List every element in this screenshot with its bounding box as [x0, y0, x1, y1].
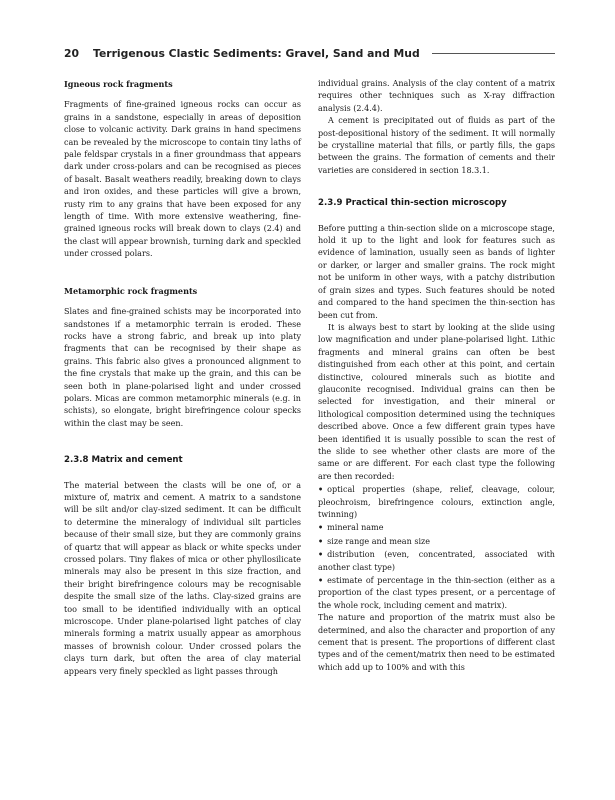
metamorphic-heading: Metamorphic rock fragments: [64, 285, 198, 296]
igneous-paragraph: Fragments of fine-grained igneous rocks can occur as grains in a sandstone, especially in areas of deposition close to volcanic activity. Dark grains in hand specimens can be revealed by the microscope to contain tiny laths of pale feldspar crystals in a finer groundmass that appears dark under cross-polars and can be recognised as pieces of basalt. Basalt weathers readily, breaking down to clays and iron oxides, and these particles will give a brown, rusty rim to any grains that have been exposed for any length of time. With more extensive weathering, fine-grained igneous rocks will break down to clays (2.4) and the clast will appear brownish, turning dark and speckled under crossed polars.: [64, 100, 301, 259]
list-item: • distribution (even, concentrated, associated with another clast type): [318, 548, 555, 574]
header-rule: [432, 53, 555, 54]
matrix-section-heading: 2.3.8 Matrix and cement: [64, 455, 183, 466]
igneous-heading: Igneous rock fragments: [64, 79, 173, 89]
matrix-paragraph-continued: individual grains. Analysis of the clay content of a matrix requires other techniques such as X-ray diffraction analysis (2.4.4).: [318, 79, 555, 113]
microscopy-section-heading: 2.3.9 Practical thin-section microscopy: [318, 198, 507, 209]
list-item: • optical properties (shape, relief, cleavage, colour, pleochroism, birefringence colours, extinction angle, twinning): [318, 483, 555, 521]
list-item: • estimate of percentage in the thin-section (either as a proportion of the clast types present, or a percentage of the whole rock, including cement and matrix).: [318, 574, 555, 612]
microscopy-paragraph-1: Before putting a thin-section slide on a microscope stage, hold it up to the light and look for features such as evidence of lamination, usually seen as bands of lighter or darker, or larger and smaller grains. The rock might not be uniform in other ways, with a patchy distribution of grain sizes and types. Such features should be noted and compared to the hand specimen the thin-section has been cut from.: [318, 223, 555, 320]
microscopy-paragraph-3: The nature and proportion of the matrix must also be determined, and also the character and proportion of any cement that is present. The proportions of different clast types and of the cement/matrix then need to be estimated which add up to 100% and with this: [318, 613, 555, 672]
list-item: • mineral name: [318, 521, 555, 534]
page-number: 20: [64, 46, 80, 60]
list-item: • size range and mean size: [318, 535, 555, 548]
microscopy-paragraph-2: It is always best to start by looking at the slide using low magnification and under plane-polarised light. Lithic fragments and mineral grains can often be best distinguished from each other at this point, and certain distinctive, coloured minerals such as biotite and glauconite recognised. Individual grains can then be selected for investigation, and their mineral or lithological composition determined using the techniques described above. Once a few different grain types have been identified it is usually possible to scan the rest of the slide to see whether other clasts are more of the same or are different. For each clast type the following are then recorded:: [318, 322, 555, 481]
page-header: [64, 44, 555, 62]
cement-paragraph: A cement is precipitated out of fluids as part of the post-depositional history of the sediment. It will normally be crystalline material that fills, or partly fills, the gaps between the grains. The formation of cements and their varieties are considered in section 18.3.1.: [318, 116, 555, 175]
metamorphic-paragraph: Slates and fine-grained schists may be incorporated into sandstones if a metamorphic terrain is eroded. These rocks have a strong fabric, and break up into platy fragments that can be recognised by their shape as grains. This fabric also gives a pronounced alignment to the fine crystals that make up the grain, and this can be seen both in plane-polarised light and under crossed polars. Micas are common metamorphic minerals (e.g. in schists), so elongate, bright birefringence colour specks within the clast may be seen.: [64, 307, 301, 428]
spacer: [318, 177, 555, 197]
spacer: [64, 430, 301, 454]
left-column: [64, 78, 301, 678]
clast-properties-list: [318, 483, 555, 612]
right-column: [318, 78, 555, 674]
matrix-paragraph: The material between the clasts will be one of, or a mixture of, matrix and cement. A matrix to a sandstone will be silt and/or clay-sized sediment. It can be difficult to determine the mineralogy of individual silt particles because of their small size, but they are commonly grains of quartz that will appear as black or white specks under crossed polars. Tiny flakes of mica or other phyllosilicate minerals may also be present in this size fraction, and their bright birefringence colours may be recognisable despite the small size of the laths. Clay-sized grains are too small to be identified individually with an optical microscope. Under plane-polarised light patches of clay minerals forming a matrix usually appear as amorphous masses of brownish colour. Under crossed polars the clays turn dark, but often the area of clay material appears very finely speckled as light passes through: [64, 480, 301, 676]
spacer: [64, 261, 301, 285]
running-title: Terrigenous Clastic Sediments: Gravel, Sand and Mud: [93, 46, 420, 60]
